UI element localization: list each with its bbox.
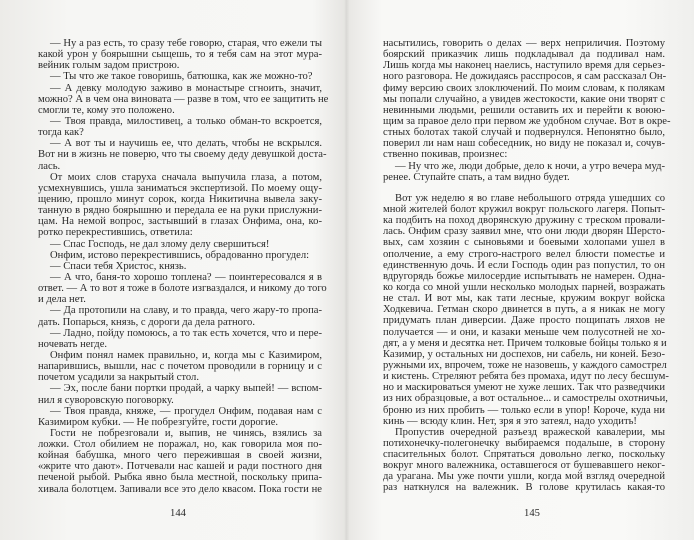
paragraph <box>38 71 322 82</box>
text-line: нил я суворовскую поговорку. <box>38 394 174 406</box>
text-line: Вот уж неделю я во главе небольшого отряда ушедших со <box>395 192 665 204</box>
text-line: боярский приказчик лишь подкладывал да подливал нам. <box>383 49 665 61</box>
text-line: «жрите что дают». Потчевали нас кашей и ради постного дня <box>38 461 322 473</box>
text-line: да урагана. Мы уже почти ушли, когда мой взгляд очередной <box>383 471 665 483</box>
paragraph <box>38 383 322 405</box>
text-line: получается — и они, и казаки меньше чем полусотней не хо- <box>383 326 665 338</box>
left-page-text <box>38 38 329 495</box>
text-line: ренее. Ступайте спать, а там видно будет. <box>383 171 570 183</box>
text-line: дать. Попарься, князь, с дороги да дела ратного. <box>38 316 256 328</box>
text-line: танную в рядно боярышню и передала ее на руки прислужни- <box>38 205 322 217</box>
text-line: — А что, баня-то хорошо топлена? — поинтересовался я в <box>50 271 322 283</box>
paragraph <box>383 38 671 161</box>
text-line: — Ну а раз есть, то сразу тебе говорю, старая, что ежели ты <box>50 38 322 49</box>
text-line: усмехнувшись, ушла заниматься экспертизой. По моему ощу- <box>38 182 322 194</box>
text-line: ного разговора. Не дожидаясь расспросов, я сам рассказал Он- <box>383 71 667 83</box>
paragraph <box>38 271 327 306</box>
text-line: из них образцовые, а вот остальное... и самострелы охотничьи, <box>383 393 668 405</box>
text-line: вейник голым задом пристрою. <box>38 60 180 72</box>
text-line: фиму версию своих злоключений. По моим словам, к полякам <box>383 82 665 94</box>
text-line: цам. На немой вопрос, застывший в глазах Онфима, она, ко- <box>38 216 322 228</box>
text-line: — Ладно, пойду помоюсь, а то так есть хочется, что и пере- <box>50 327 322 339</box>
paragraph <box>38 428 322 495</box>
text-line: — Эх, после бани портки продай, а чарку выпей! — вспом- <box>50 383 322 395</box>
text-line: Казимир, у остальных ни доспехов, ни сабель, ни коней. Безо- <box>383 348 665 360</box>
paragraph <box>38 239 322 250</box>
text-line: щению, прошло минут сорок, когда Никитична вывела заку- <box>38 193 322 205</box>
text-line: насытились, говорить о делах — верх неприличия. Поэтому <box>383 38 665 49</box>
text-line: вокруг много валежника, оставшегося от бушевавшего неког- <box>383 460 665 472</box>
paragraph <box>383 192 669 427</box>
text-line: мной жителей болот кружил вокруг польского лагеря. Попыт- <box>383 203 665 215</box>
text-line: единственную дочь. И если Господь один раз попустил, то он <box>383 259 665 271</box>
text-line: ка подбить на поход дворянскую дружину с треском провали- <box>383 215 665 227</box>
text-line: — Ну что же, люди добрые, дело к ночи, а утро вечера муд- <box>395 160 665 172</box>
text-line: ночевать негде. <box>38 338 108 350</box>
text-line: печеной рыбой. Рыбка явно была местной, поскольку припа- <box>38 472 322 484</box>
text-line: но и маскироваться умеют не хуже леших. Так что разведчики <box>383 382 665 394</box>
text-line: броню из них пробить — только если в упор! Короче, куда ни <box>383 404 665 416</box>
text-line: вых, сам хозяин с сыновьями и боевыми холопами ушел в <box>383 237 665 249</box>
text-line: ополчение, а ему строго-настрого велел блюсти поместье и <box>383 248 665 260</box>
text-line: — Ты что же такое говоришь, батюшка, как же можно-то? <box>50 71 313 83</box>
text-line: и дела нет. <box>38 294 86 306</box>
text-line: ложки. Стол обилием не поражал, но, как говорила моя по- <box>38 439 322 451</box>
text-line: койная бабушка, много чего пережившая в своей жизни, <box>38 450 322 462</box>
text-line: — А вот ты и научишь ее, что делать, чтобы не вскрылся. <box>50 138 322 150</box>
text-line: ротко перекрестившись, ответила: <box>38 227 193 239</box>
text-line: поверил ли нам наш собеседник, но виду не показал и, сочув- <box>383 138 665 150</box>
text-line: и кистень. Стреляют ребята без промаха, идут по лесу бесшум- <box>383 371 669 383</box>
text-line: можно? А в чем она виновата — разве в том, что ее защитить не <box>38 93 329 105</box>
text-line: дят, а у меня и десятка нет. Причем толковые бойцы только я и <box>383 337 667 349</box>
text-line: Пропустив очередной разъезд вражеской кавалерии, мы <box>395 426 665 438</box>
text-line: От моих слов старуха сначала выпучила глаза, а потом, <box>50 171 322 183</box>
paragraph <box>383 161 665 183</box>
paragraph <box>38 38 322 71</box>
text-line: — А девку молодую заживо в монастыре сгноить, значит, <box>50 82 322 94</box>
text-line: ко когда со мной ушли несколько молодых парней, возражать <box>383 281 665 293</box>
text-line: щим за правое дело при первом же удобном случае. Вот в окре- <box>383 115 671 127</box>
right-page-text <box>383 38 671 494</box>
paragraph <box>38 172 322 239</box>
text-line: раз наткнулся на валежник. В голове крутилась какая-то <box>383 482 665 494</box>
paragraph <box>38 350 322 383</box>
text-line: Онфим понял намек правильно, и, когда мы с Казимиром, <box>50 349 322 361</box>
text-line: спасительных болот. Спрятаться довольно легко, поскольку <box>383 449 665 461</box>
text-line: ственно покивав, произнес: <box>383 149 508 161</box>
text-line: Онфим, истово перекрестившись, обрадованно прогудел: <box>50 249 310 261</box>
text-line: — Спаси тебя Христос, князь. <box>50 260 187 272</box>
text-line: потихонечку-полегонечку выбираемся подальше, в сторону <box>383 437 665 449</box>
paragraph <box>38 82 329 116</box>
text-line: — Твоя правда, княже, — прогудел Онфим, подавая нам с <box>50 405 322 417</box>
text-line: Лишь когда мы наконец наелись, наступило время для серьез- <box>383 60 665 72</box>
text-line: лась. <box>38 160 61 172</box>
text-line: какой урон у боярышни сыщешь, то я тебя сам на этот мура- <box>38 49 322 61</box>
text-line: стных болотах такой случай и подвернулся. Непонятно было, <box>383 127 665 139</box>
text-line: Ходкевича. Гетман скоро двинется в путь, а я никак не могу <box>383 304 665 316</box>
text-line: кинь — всюду клин. Нет, зря я это затеял, надо уходить! <box>383 415 637 427</box>
text-line: Гости не побрезговали и, выпив, не чинясь, взялись за <box>50 427 322 439</box>
paragraph <box>383 427 665 494</box>
text-line: — Да протопили на славу, и то правда, чего жару-то пропа- <box>50 305 322 317</box>
page-number-right: 145 <box>524 508 540 519</box>
paragraph <box>38 406 322 428</box>
text-line: — Твоя правда, милостивец, а только обман-то вскроется, <box>50 115 322 127</box>
text-line: напарившись, вышли, нас с почетом проводили в горницу и с <box>38 361 322 373</box>
paragraph <box>38 261 322 272</box>
text-line: ружными их, впрочем, тоже не назовешь, у каждого самострел <box>383 359 667 371</box>
text-line: придумать план диверсии. Даже просто пощипать ляхов не <box>383 315 665 327</box>
text-line: Казимиром кубки. — Не побрезгуйте, гости дорогие. <box>38 416 279 428</box>
text-line: почетом усадили за накрытый стол. <box>38 372 199 384</box>
text-line: хивала болотцем. Запивали все это дело квасом. Пока гости не <box>38 483 322 495</box>
text-line: ответ. — А то вот я тоже в болоте изгваздался, и никому до того <box>38 283 327 295</box>
paragraph <box>38 328 322 350</box>
text-line: — Спас Господь, не дал злому делу свершиться! <box>50 238 270 250</box>
text-line: лась. Онфим сразу заявил мне, что они люди дворян Шерсто- <box>383 226 665 238</box>
text-line: мы попали случайно, а увидев жестокости, какие они творят с <box>383 93 665 105</box>
page-number-left: 144 <box>170 508 186 519</box>
text-line: тогда как? <box>38 127 84 139</box>
text-line: смогли те, кому это положено. <box>38 104 175 116</box>
text-line: вдругорядь божье милосердие испытывать не намерен. Одна- <box>383 270 665 282</box>
text-line: не стал. И вот мы, как тати лесные, кружим вокруг войска <box>383 293 665 305</box>
paragraph <box>38 138 327 172</box>
text-line: невинными людьми, решили оставить их и перейти к воюю- <box>383 104 665 116</box>
text-line: Вот ни в жизнь не поверю, что ты своему деду девушкой доста- <box>38 149 327 161</box>
paragraph <box>38 250 322 261</box>
paragraph <box>38 116 322 138</box>
paragraph <box>38 305 322 327</box>
